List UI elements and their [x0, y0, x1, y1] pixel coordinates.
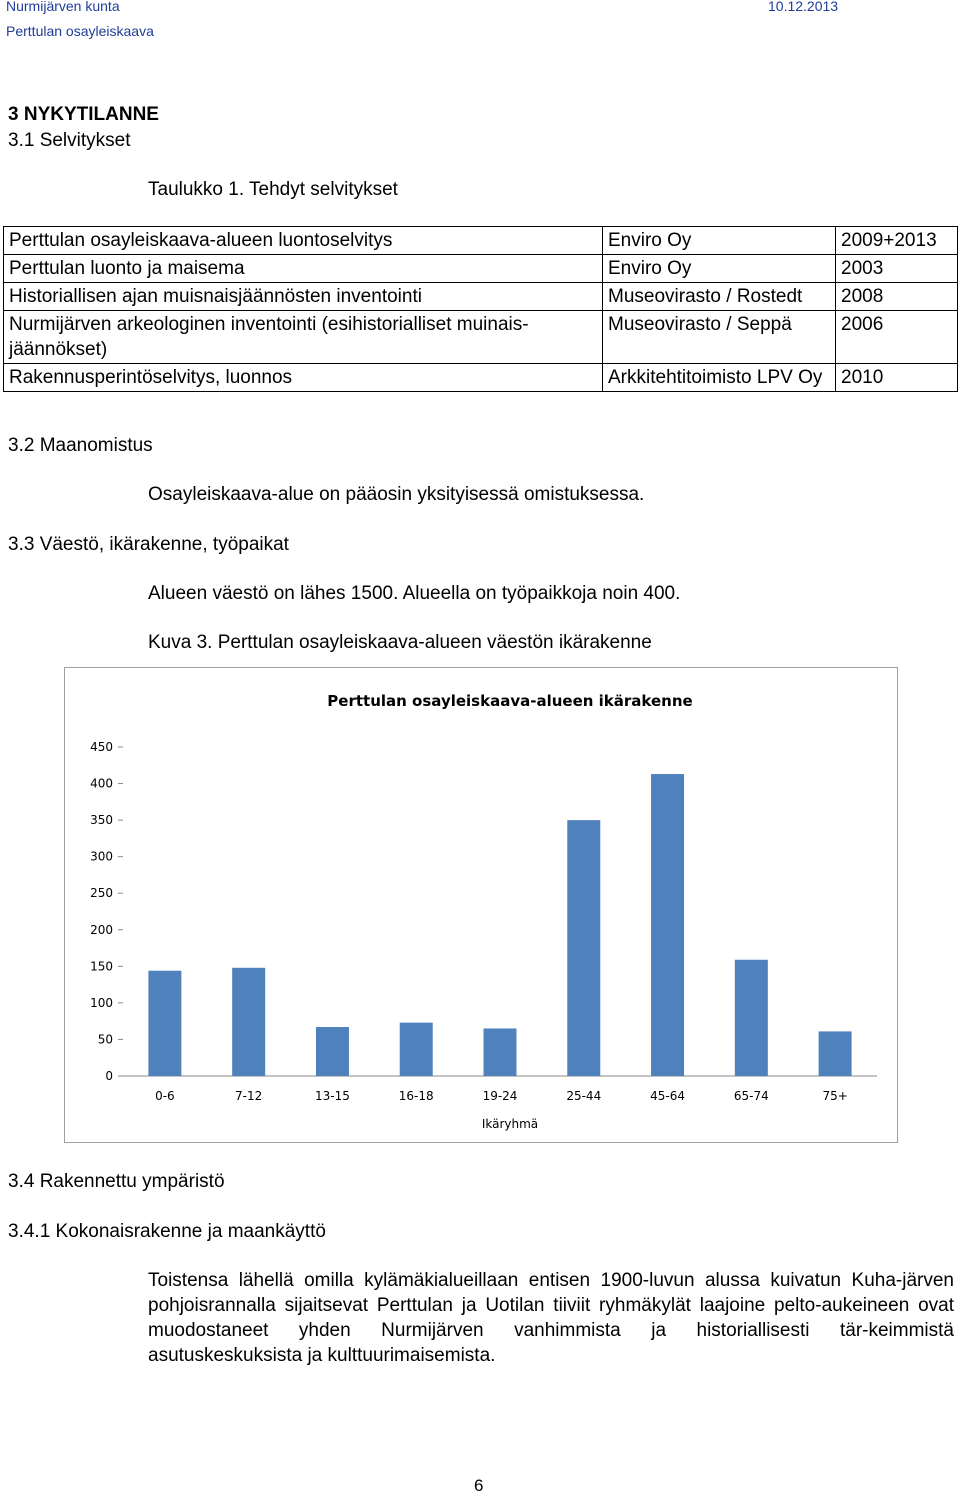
bar-16-18 — [400, 1023, 433, 1076]
subsection-kokonaisrakenne: 3.4.1 Kokonaisrakenne ja maankäyttö — [8, 1221, 326, 1242]
study-author: Enviro Oy — [603, 227, 836, 255]
header-municipality: Nurmijärven kunta — [6, 0, 120, 14]
study-year: 2003 — [836, 255, 958, 283]
subsection-selvitykset: 3.1 Selvitykset — [8, 130, 131, 151]
y-tick-label: 450 — [90, 740, 113, 754]
study-name: Perttulan luonto ja maisema — [4, 255, 603, 283]
x-tick-label: 25-44 — [566, 1089, 602, 1103]
study-name: Perttulan osayleiskaava-alueen luontoselvitys — [4, 227, 603, 255]
header-plan-name: Perttulan osayleiskaava — [6, 23, 154, 39]
subsection-rakennettu: 3.4 Rakennettu ympäristö — [8, 1171, 225, 1192]
x-tick-label: 19-24 — [482, 1089, 518, 1103]
study-year: 2010 — [836, 364, 958, 392]
y-tick-label: 0 — [105, 1069, 113, 1083]
study-year: 2009+2013 — [836, 227, 958, 255]
study-author: Arkkitehtitoimisto LPV Oy — [603, 364, 836, 392]
chart-canvas — [65, 668, 897, 1142]
bar-65-74 — [735, 960, 768, 1076]
table-row — [4, 227, 958, 255]
bar-45-64 — [651, 774, 684, 1076]
study-name: Historiallisen ajan muisnaisjäännösten inventointi — [4, 283, 603, 311]
x-tick-label: 45-64 — [650, 1089, 685, 1103]
study-author: Museovirasto / Rostedt — [603, 283, 836, 311]
x-axis-label: Ikäryhmä — [481, 1117, 539, 1131]
study-name: Rakennusperintöselvitys, luonnos — [4, 364, 603, 392]
study-author: Museovirasto / Seppä — [603, 311, 836, 364]
study-author: Enviro Oy — [603, 255, 836, 283]
x-tick-label: 7-12 — [235, 1089, 263, 1103]
bar-19-24 — [484, 1028, 517, 1076]
subsection-maanomistus: 3.2 Maanomistus — [8, 435, 153, 456]
table-row — [4, 311, 958, 364]
study-year: 2006 — [836, 311, 958, 364]
studies-table — [3, 226, 958, 392]
section-title: 3 NYKYTILANNE — [8, 104, 159, 125]
y-tick-label: 100 — [90, 995, 113, 1010]
y-tick-label: 250 — [90, 886, 113, 901]
y-tick-label: 350 — [90, 813, 113, 828]
page-number: 6 — [474, 1476, 484, 1495]
bar-0-6 — [148, 971, 181, 1076]
vaesto-text: Alueen väestö on lähes 1500. Alueella on työpaikkoja noin 400. — [148, 583, 681, 604]
bar-75+ — [819, 1031, 852, 1076]
bar-25-44 — [567, 820, 600, 1076]
y-tick-label: 400 — [90, 776, 113, 791]
study-year: 2008 — [836, 283, 958, 311]
x-tick-label: 13-15 — [315, 1089, 350, 1103]
x-tick-label: 65-74 — [733, 1089, 769, 1103]
table-caption: Taulukko 1. Tehdyt selvitykset — [148, 179, 398, 200]
chart-title: Perttulan osayleiskaava-alueen ikärakenne — [327, 692, 693, 710]
x-tick-label: 0-6 — [155, 1089, 175, 1103]
bar-7-12 — [232, 968, 265, 1076]
x-tick-label: 16-18 — [398, 1089, 434, 1103]
y-tick-label: 300 — [90, 849, 113, 864]
table-row — [4, 364, 958, 392]
y-tick-label: 150 — [90, 959, 113, 974]
y-tick-label: 50 — [97, 1032, 113, 1047]
header-date: 10.12.2013 — [768, 0, 839, 14]
age-structure-chart — [64, 667, 898, 1143]
bar-13-15 — [316, 1027, 349, 1076]
kokonaisrakenne-text: Toistensa lähellä omilla kylämäkialueillaan entisen 1900-luvun alussa kuivatun Kuha-järven pohjoisrannalla sijaitsevat Perttulan ja Uotilan tiiviit ryhmäkylät laajoine pelto-aukeineen ovat muodostaneet yhden Nurmijärven vanhimmista ja historiallisesti tär-keimmistä asutuskeskuksista ja kulttuurimaisemista. — [148, 1270, 954, 1366]
table-row — [4, 283, 958, 311]
y-tick-label: 200 — [90, 922, 113, 937]
study-name: Nurmijärven arkeologinen inventointi (esihistorialliset muinais-jäännökset) — [4, 311, 603, 364]
x-tick-label: 75+ — [822, 1089, 848, 1103]
maanomistus-text: Osayleiskaava-alue on pääosin yksityisessä omistuksessa. — [148, 484, 645, 505]
table-row — [4, 255, 958, 283]
subsection-vaesto: 3.3 Väestö, ikärakenne, työpaikat — [8, 534, 289, 555]
figure-caption: Kuva 3. Perttulan osayleiskaava-alueen väestön ikärakenne — [148, 632, 652, 653]
